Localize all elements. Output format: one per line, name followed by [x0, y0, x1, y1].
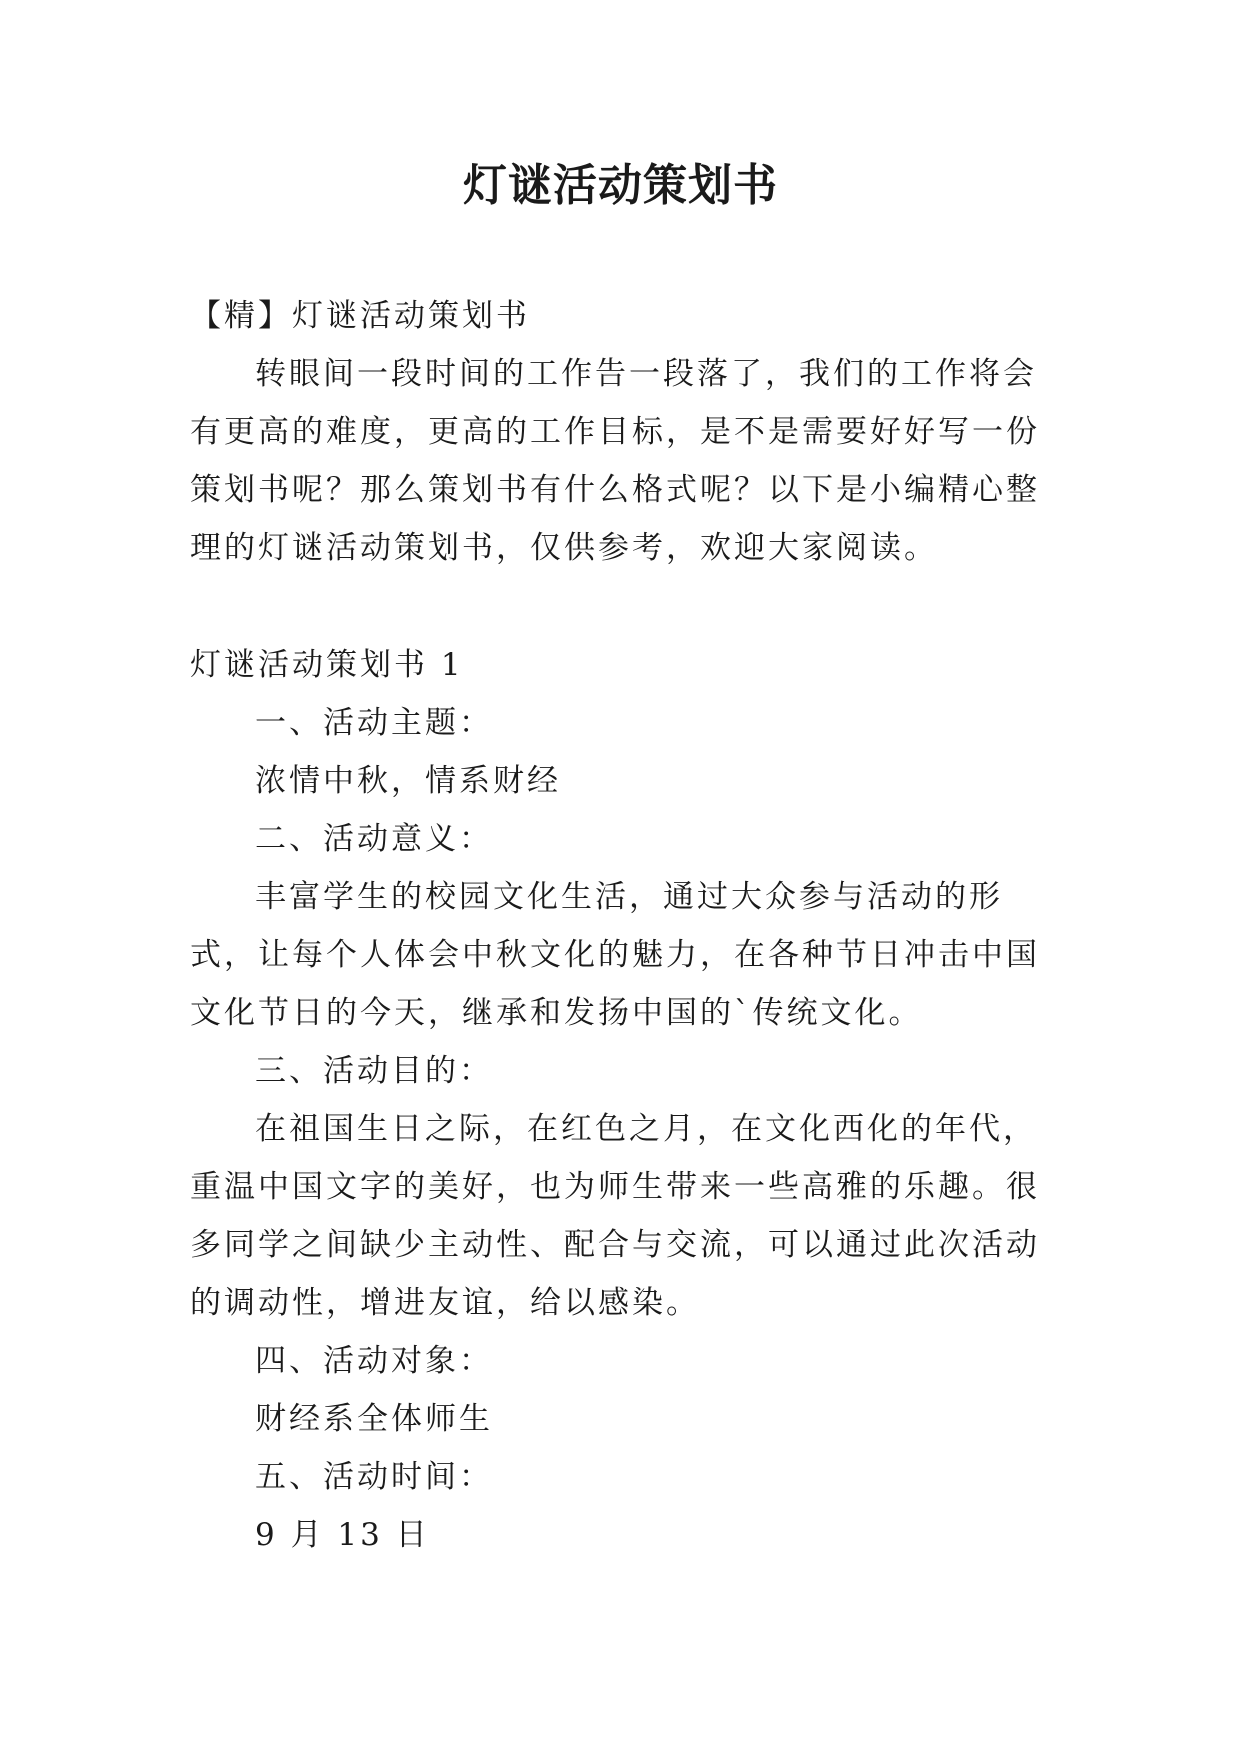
content-block [190, 694, 1070, 1564]
intro-paragraph: 转眼间一段时间的工作告一段落了，我们的工作将会有更高的难度，更高的工作目标，是不是需要好好写一份策划书呢？那么策划书有什么格式呢？以下是小编精心整理的灯谜活动策划书，仅供参考，欢迎大家阅读。 [190, 356, 1040, 566]
document-heading: 【精】灯谜活动策划书 [190, 298, 530, 334]
paragraph-purpose: 在祖国生日之际，在红色之月，在文化西化的年代，重温中国文字的美好，也为师生带来一些高雅的乐趣。很多同学之间缺少主动性、配合与交流，可以通过此次活动的调动性，增进友谊，给以感染。 [190, 1111, 1040, 1321]
section-title: 灯谜活动策划书 1 [190, 647, 464, 683]
document-title: 灯谜活动策划书 [463, 160, 778, 211]
paragraph-audience: 财经系全体师生 [255, 1401, 493, 1437]
section-heading-purpose: 三、活动目的： [255, 1053, 493, 1089]
paragraph-significance: 丰富学生的校园文化生活，通过大众参与活动的形式，让每个人体会中秋文化的魅力，在各种节日冲击中国文化节日的今天，继承和发扬中国的`传统文化。 [190, 879, 1040, 1031]
section-heading-significance: 二、活动意义： [255, 821, 493, 857]
intro-block [190, 345, 1070, 577]
section-heading-theme: 一、活动主题： [255, 705, 493, 741]
section-heading-time: 五、活动时间： [255, 1459, 493, 1495]
paragraph-theme: 浓情中秋，情系财经 [255, 763, 561, 799]
paragraph-time: 9 月 13 日 [255, 1517, 430, 1553]
section-heading-audience: 四、活动对象： [255, 1343, 493, 1379]
